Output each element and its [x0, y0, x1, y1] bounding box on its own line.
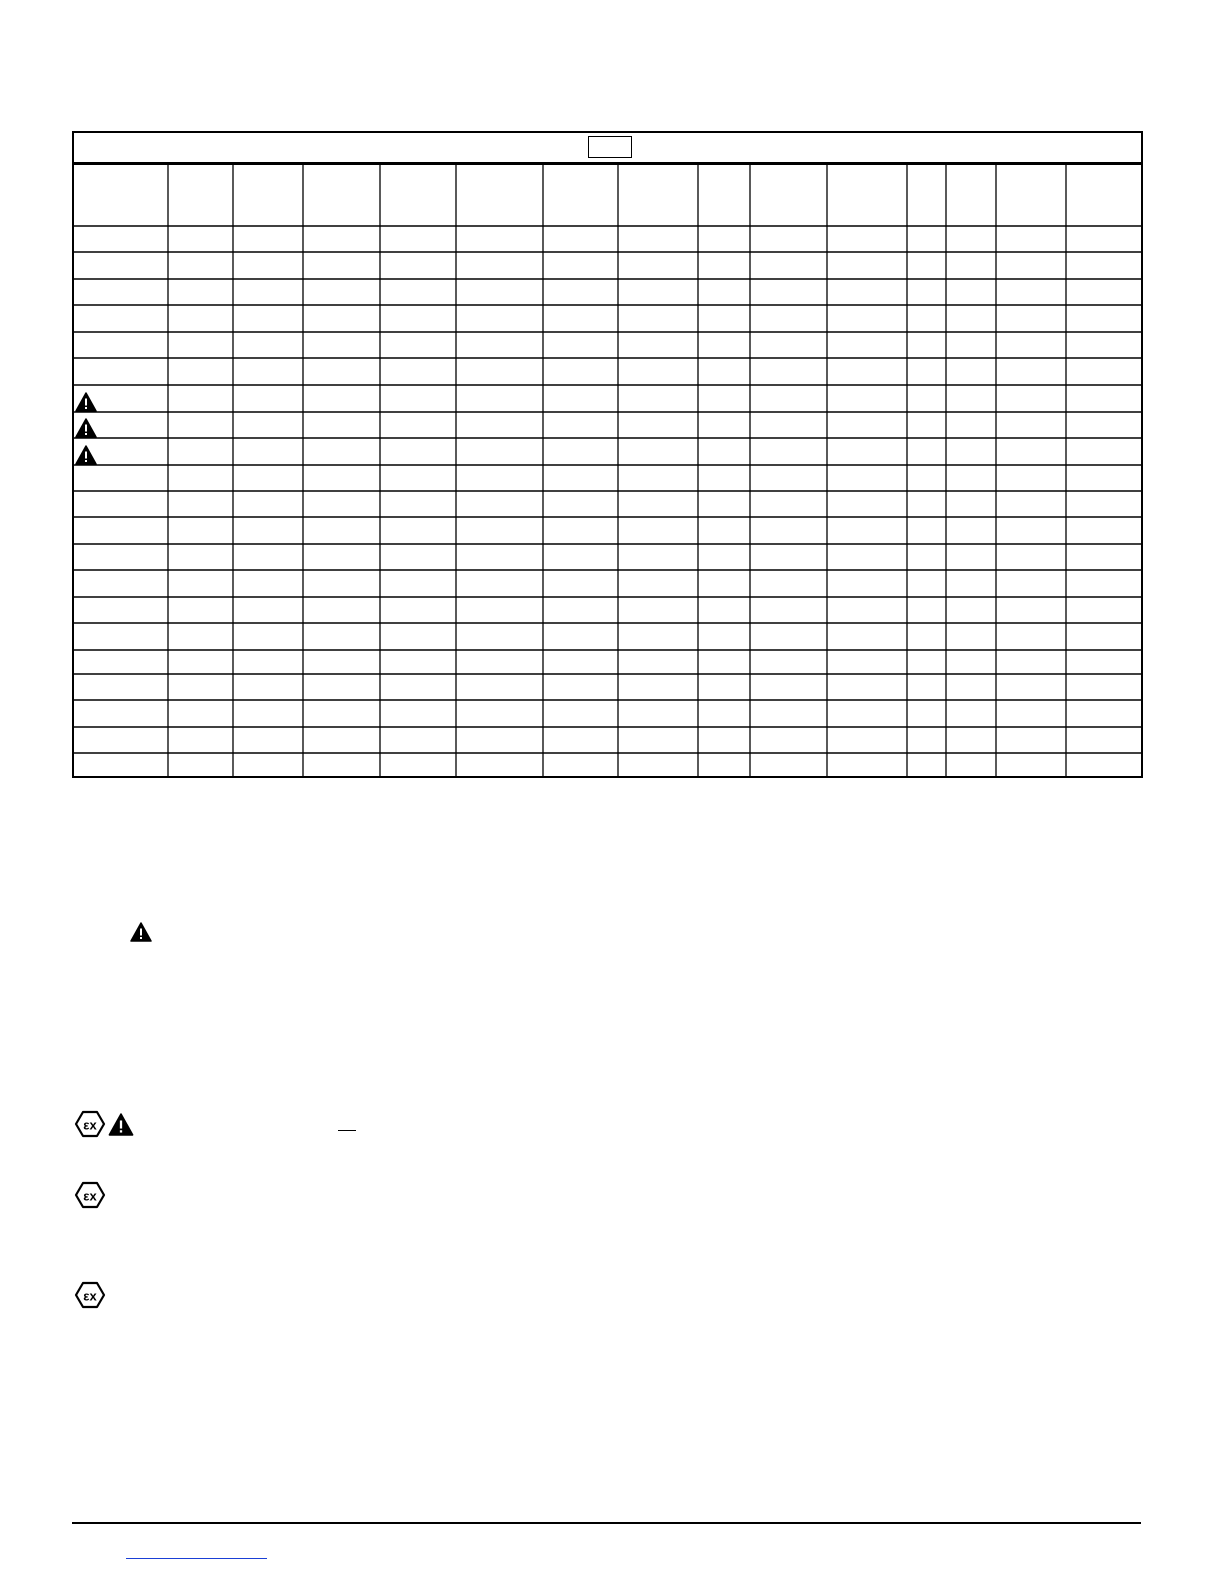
warning-triangle-icon	[75, 392, 97, 412]
ex-hexagon-icon	[74, 1281, 106, 1309]
dash-mark	[338, 1130, 356, 1131]
warning-triangle-icon	[75, 445, 97, 465]
warning-triangle-icon	[75, 418, 97, 438]
svg-text:εx: εx	[83, 1188, 97, 1204]
footer-link-underline[interactable]	[126, 1558, 267, 1559]
warning-triangle-icon	[130, 922, 152, 942]
ex-hexagon-icon	[74, 1181, 106, 1209]
svg-text:εx: εx	[83, 1288, 97, 1304]
spec-table	[72, 131, 1143, 778]
warning-triangle-icon	[108, 1113, 134, 1136]
table-grid	[74, 133, 1145, 780]
svg-text:εx: εx	[83, 1117, 97, 1133]
ex-hexagon-icon	[74, 1110, 106, 1138]
footer-rule	[72, 1522, 1141, 1524]
